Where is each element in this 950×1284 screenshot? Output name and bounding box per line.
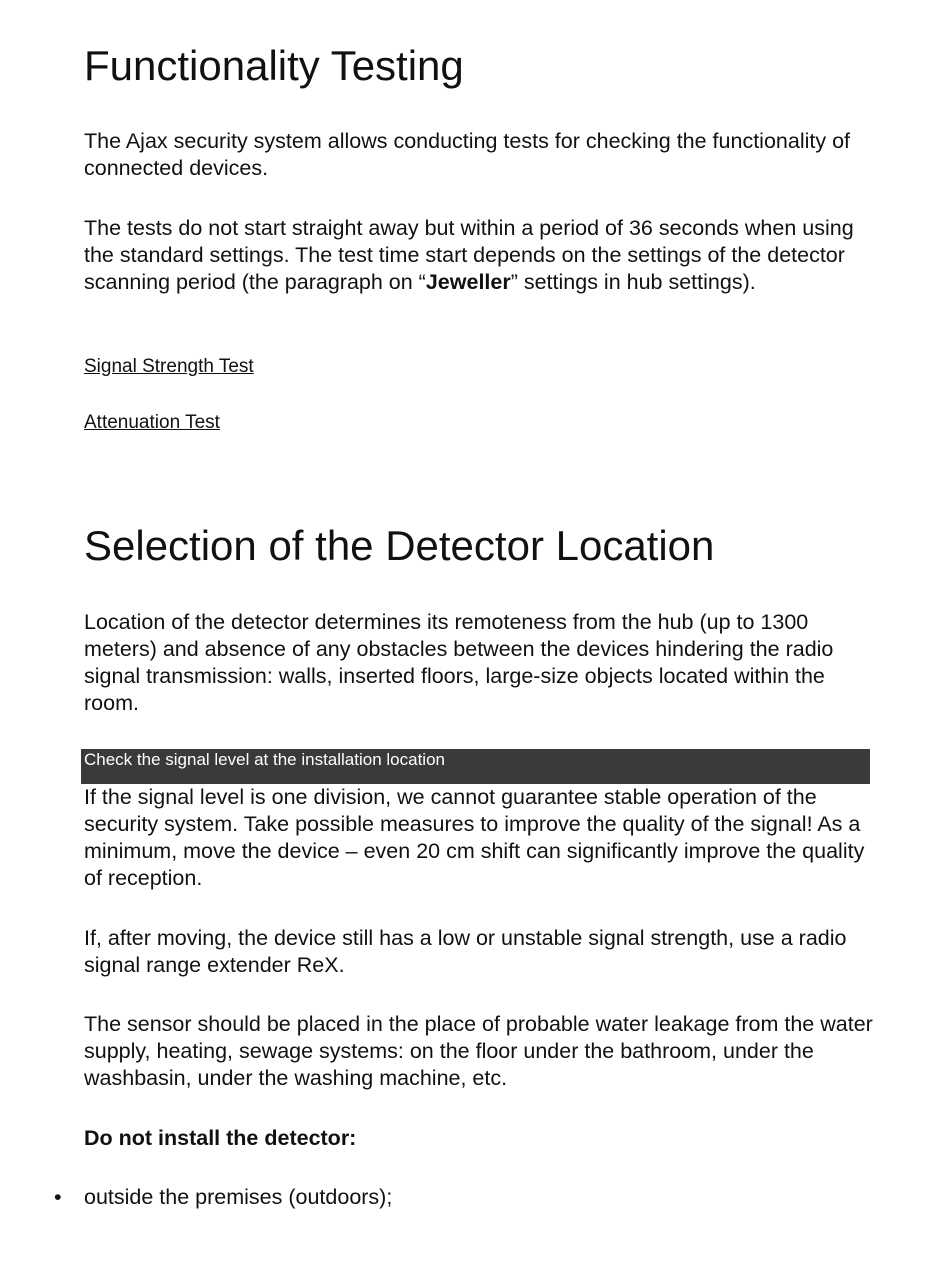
paragraph-test-timing	[84, 215, 874, 296]
bullet-dot-icon: •	[54, 1185, 62, 1209]
paragraph-sensor-placement: The sensor should be placed in the place of probable water leakage from the water supply, heating, sewage systems: on the floor under the bathroom, under the washbasin, under the washing machine, etc.	[84, 1012, 873, 1090]
heading-selection-of-detector-location: Selection of the Detector Location	[84, 522, 715, 569]
signal-strength-test-link[interactable]: Signal Strength Test	[84, 356, 254, 377]
paragraph-test-timing-text-1: The tests do not start straight away but within a period of 36 seconds when using the standard settings. The test time start depends on the settings of the detector scanning period (the paragraph on “	[84, 216, 854, 294]
paragraph-tests-intro: The Ajax security system allows conducting tests for checking the functionality of connected devices.	[84, 129, 851, 180]
attenuation-test-link[interactable]: Attenuation Test	[84, 412, 220, 433]
jeweller-bold-text: Jeweller	[425, 270, 511, 294]
heading-functionality-testing: Functionality Testing	[84, 42, 464, 89]
paragraph-test-timing-text-2: ” settings in hub settings).	[510, 270, 756, 294]
signal-level-banner: Check the signal level at the installation location	[81, 749, 870, 784]
paragraph-rex-extender: If, after moving, the device still has a low or unstable signal strength, use a radio signal range extender ReX.	[84, 926, 847, 977]
paragraph-signal-level: If the signal level is one division, we cannot guarantee stable operation of the security system. Take possible measures to improve the quality of the signal! As a minimum, move the device – even 20 cm shift can significantly improve the quality of reception.	[84, 785, 865, 890]
bullet-item-outdoors: outside the premises (outdoors);	[84, 1185, 393, 1209]
warning-do-not-install: Do not install the detector:	[84, 1126, 357, 1150]
paragraph-location-intro: Location of the detector determines its remoteness from the hub (up to 1300 meters) and absence of any obstacles between the devices hindering the radio signal transmission: walls, inserted floors, large-size objects located within the room.	[84, 610, 834, 715]
